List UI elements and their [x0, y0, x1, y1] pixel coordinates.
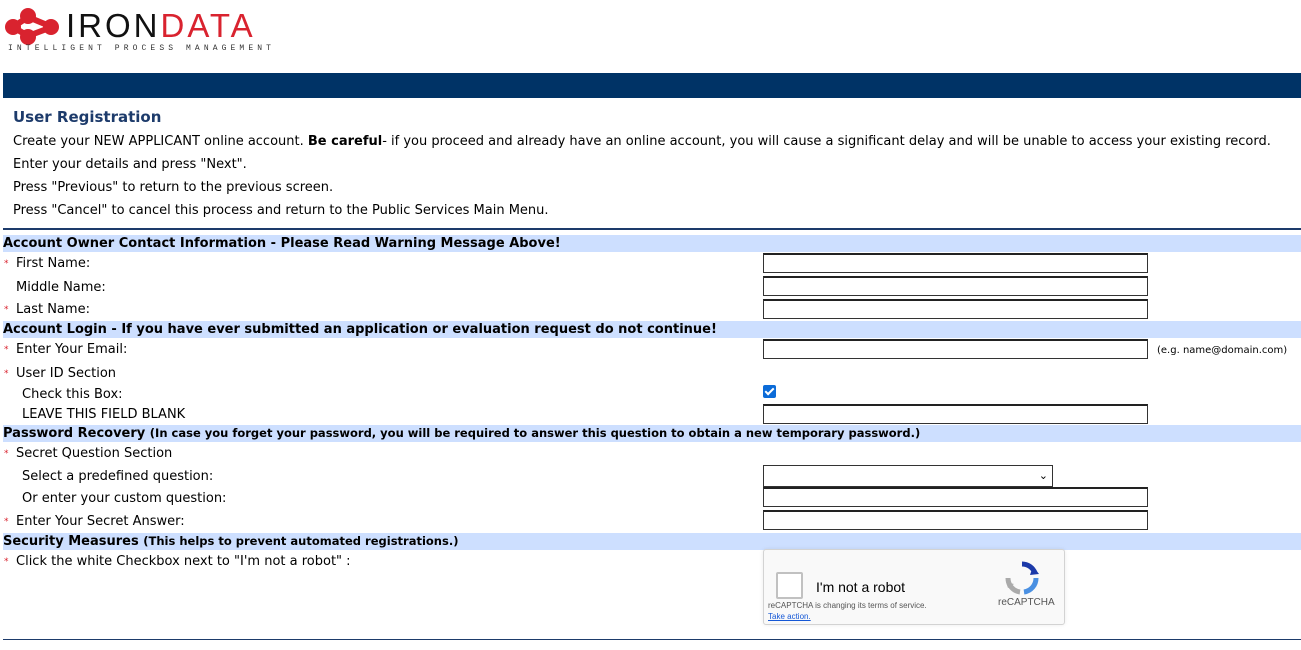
intro-line-warning: [13, 130, 1293, 153]
secret-section-text: Secret Question Section: [16, 446, 173, 461]
recaptcha-take-action-link[interactable]: Take action.: [768, 612, 811, 621]
last-name-label: [3, 301, 90, 319]
recovery-note: (In case you forget your password, you will be required to answer this question to obtain a new temporary password.): [149, 426, 921, 440]
email-text: Enter Your Email:: [16, 342, 128, 357]
leave-blank-input[interactable]: [763, 404, 1148, 424]
recaptcha-widget: [763, 549, 1065, 625]
middle-name-input[interactable]: [763, 276, 1148, 296]
irondata-logo: [4, 4, 334, 56]
user-id-section-label: [3, 365, 116, 383]
last-name-input[interactable]: [763, 299, 1148, 319]
custom-question-label: Or enter your custom question:: [22, 491, 227, 506]
required-marker: *: [4, 369, 9, 379]
middle-name-text: Middle Name:: [16, 280, 106, 295]
secret-answer-input[interactable]: [763, 510, 1148, 530]
required-marker: *: [4, 305, 9, 315]
security-note: (This helps to prevent automated registrations.): [143, 534, 459, 548]
predefined-question-label: Select a predefined question:: [22, 469, 214, 484]
required-marker: *: [4, 259, 9, 269]
recaptcha-note: [768, 600, 927, 622]
chevron-down-icon: ⌄: [1038, 469, 1048, 482]
middle-name-label: [3, 279, 106, 297]
secret-answer-label: [3, 513, 185, 531]
intro-line1-pre: Create your NEW APPLICANT online account.: [13, 134, 308, 149]
logo-word-data: DATA: [160, 7, 256, 44]
email-label: [3, 341, 127, 359]
logo-mark-icon: [4, 6, 60, 46]
check-box-label: Check this Box:: [22, 387, 123, 402]
intro-line1-bold: Be careful: [307, 134, 383, 149]
section-header-recovery: [3, 425, 1301, 442]
leave-blank-label: LEAVE THIS FIELD BLANK: [22, 407, 186, 422]
security-title: Security Measures: [3, 534, 139, 549]
section-divider: [3, 228, 1301, 230]
recaptcha-logo-icon: [1002, 560, 1042, 596]
first-name-input[interactable]: [763, 253, 1148, 273]
required-marker: *: [4, 517, 9, 527]
email-input[interactable]: [763, 339, 1148, 359]
last-name-text: Last Name:: [16, 302, 90, 317]
section-header-security: [3, 533, 1301, 550]
intro-line-cancel: Press "Cancel" to cancel this process and return to the Public Services Main Menu.: [13, 203, 549, 218]
robot-instruction-label: [3, 553, 351, 571]
recovery-title: Password Recovery: [3, 426, 146, 441]
required-marker: *: [4, 345, 9, 355]
header-banner: [3, 73, 1301, 98]
predefined-question-select[interactable]: [763, 465, 1053, 487]
secret-answer-text: Enter Your Secret Answer:: [16, 514, 185, 529]
bottom-divider: [3, 639, 1301, 640]
required-marker: *: [4, 557, 9, 567]
first-name-label: [3, 255, 90, 273]
section-header-login: Account Login - If you have ever submitted an application or evaluation request do not continue!: [3, 321, 1301, 338]
logo-wordmark: [66, 7, 256, 45]
intro-line1-post: - if you proceed and already have an online account, you will cause a significant delay and will be unable to access your existing record.: [382, 134, 1271, 149]
section-header-contact: Account Owner Contact Information - Please Read Warning Message Above!: [3, 235, 1301, 252]
recaptcha-brand: reCAPTCHA: [998, 597, 1055, 608]
custom-question-input[interactable]: [763, 487, 1148, 507]
user-id-checkbox[interactable]: [763, 385, 776, 398]
logo-tagline: INTELLIGENT PROCESS MANAGEMENT: [8, 44, 276, 53]
required-marker: *: [4, 449, 9, 459]
user-id-section-text: User ID Section: [16, 366, 117, 381]
email-hint: (e.g. name@domain.com): [1157, 345, 1288, 356]
recaptcha-note-text: reCAPTCHA is changing its terms of service.: [768, 601, 927, 610]
robot-instruction-text: Click the white Checkbox next to "I'm not a robot" :: [16, 554, 351, 569]
intro-line-next: Enter your details and press "Next".: [13, 157, 247, 172]
secret-question-section-label: [3, 445, 172, 463]
first-name-text: First Name:: [16, 256, 91, 271]
page-title: User Registration: [13, 108, 162, 126]
logo-word-iron: IRON: [66, 7, 161, 44]
intro-line-previous: Press "Previous" to return to the previous screen.: [13, 180, 334, 195]
recaptcha-label: I'm not a robot: [816, 579, 906, 595]
intro-block: [13, 104, 1293, 222]
recaptcha-checkbox[interactable]: [776, 572, 803, 599]
